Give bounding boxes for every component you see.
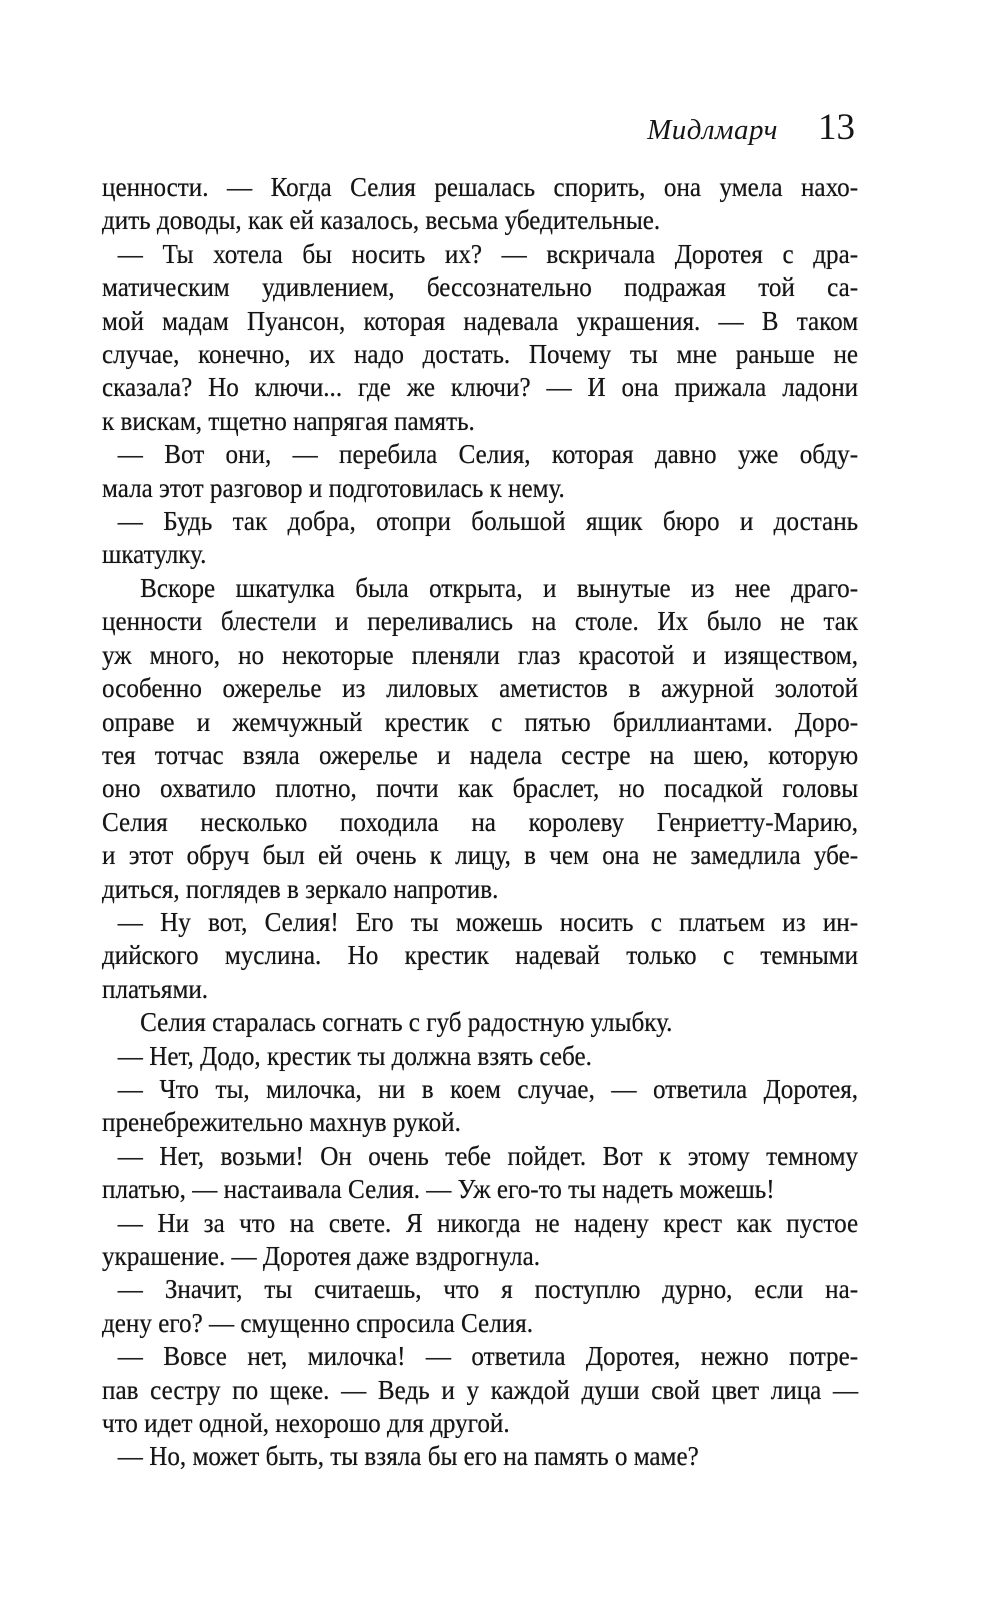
text-line: шкатулку. [102,539,207,570]
text-line: украшение. — Доротея даже вздрогнула. [102,1241,541,1271]
text-line: Селия старалась согнать с губ радостную улыбку. [140,1007,673,1038]
text-line: тея тотчас взяла ожерелье и надела сестре на шею, которую [102,739,859,770]
text-line: ценности. — Когда Селия решалась спорить, она умела нахо- [102,172,859,202]
page-number: 13 [818,107,855,148]
text-line: диться, поглядев в зеркало напротив. [102,873,499,904]
text-line: дену его? — смущенно спросила Селия. [102,1307,534,1338]
text-line: уж много, но некоторые пленяли глаз красотой и изяществом, [102,639,859,670]
text-line: пав сестру по щеке. — Ведь и у каждой души свой цвет лица — [102,1374,859,1405]
text-line: особенно ожерелье из лиловых аметистов в ажурной золотой [102,673,859,704]
text-line: Вскоре шкатулка была открыта, и вынутые из нее драго- [140,572,859,603]
text-line: мой мадам Пуансон, которая надевала украшения. — В таком [102,305,859,336]
text-line: пренебрежительно махнув рукой. [102,1107,461,1138]
text-line: дийского муслина. Но крестик надевай только с темными [102,940,859,971]
text-line: оправе и жемчужный крестик с пятью бриллиантами. Доро- [102,706,859,737]
text-line: матическим удивлением, бессознательно подражая той са- [102,272,859,303]
running-header [647,106,855,149]
text-line: — Вот они, — перебила Селия, которая давно уже обду- [117,439,859,470]
text-line: — Что ты, милочка, ни в коем случае, — ответила Доротея, [117,1073,859,1104]
text-line: платьями. [102,973,209,1004]
text-line: Селия несколько походила на королеву Генриетту-Марию, [102,806,859,837]
text-line: оно охватило плотно, почти как браслет, но посадкой головы [102,773,859,804]
text-line: — Ты хотела бы носить их? — вскричала Доротея с дра- [117,238,859,269]
text-line: — Нет, возьми! Он очень тебе пойдет. Вот к этому темному [117,1140,859,1171]
text-line: сказала? Но ключи... где же ключи? — И она прижала ладони [102,372,859,403]
text-line: случае, конечно, их надо достать. Почему ты мне раньше не [102,339,859,370]
page-text [102,171,858,1474]
running-title: Мидлмарч [647,114,778,146]
text-line: и этот обруч был ей очень к лицу, в чем она не замедлила убе- [102,840,859,871]
text-line: — Ни за что на свете. Я никогда не надену крест как пустое [117,1207,859,1238]
text-line: — Нет, Додо, крестик ты должна взять себе. [117,1040,592,1071]
text-line: мала этот разговор и подготовилась к нему. [102,472,565,503]
text-line: — Ну вот, Селия! Его ты можешь носить с платьем из ин- [117,906,859,937]
text-line: — Значит, ты считаешь, что я поступлю дурно, если на- [117,1274,859,1305]
text-line: — Но, может быть, ты взяла бы его на память о маме? [117,1441,699,1472]
text-line: ценности блестели и переливались на столе. Их было не так [102,606,859,637]
text-line: — Вовсе нет, милочка! — ответила Доротея, нежно потре- [117,1341,859,1372]
text-line: платью, — настаивала Селия. — Уж его-то ты надеть можешь! [102,1174,775,1205]
text-line: к вискам, тщетно напрягая память. [102,405,475,436]
text-line: что идет одной, нехорошо для другой. [102,1408,510,1439]
text-line: дить доводы, как ей казалось, весьма убедительные. [102,205,661,236]
text-line: — Будь так добра, отопри большой ящик бюро и достань [117,506,859,537]
